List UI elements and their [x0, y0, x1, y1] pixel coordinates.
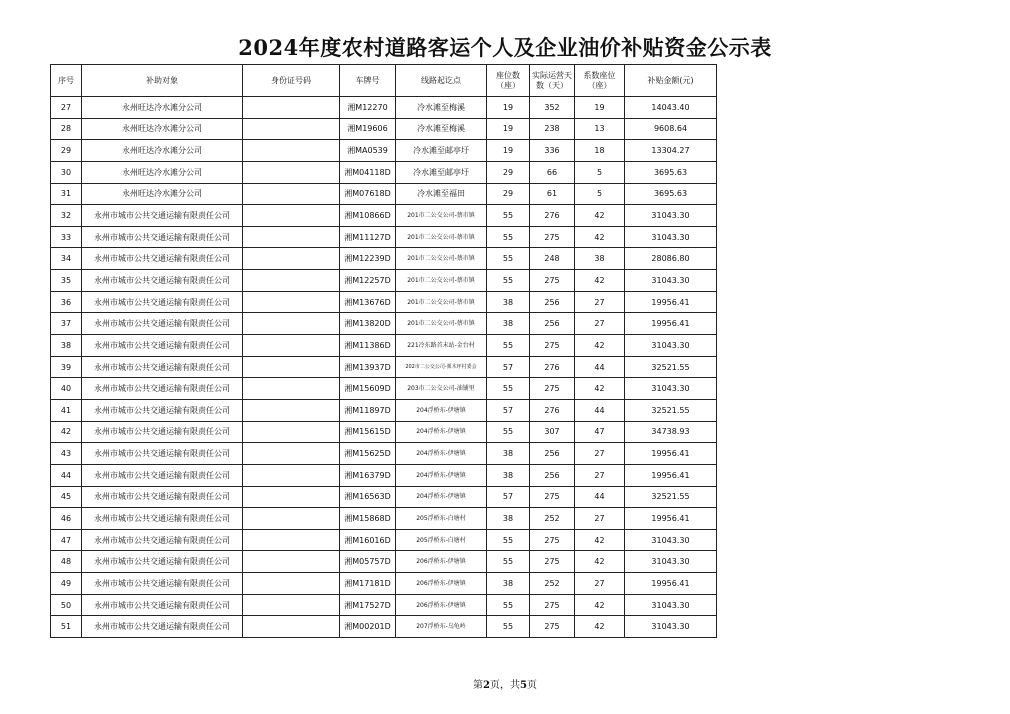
cell-seq: 36: [51, 291, 82, 313]
cell-coef-seats: 19: [575, 97, 625, 119]
cell-days: 238: [530, 118, 575, 140]
cell-id-no: [243, 335, 340, 357]
cell-subject: 永州市城市公共交通运输有限责任公司: [82, 464, 243, 486]
cell-plate: 湘M12257D: [340, 270, 396, 292]
cell-subject: 永州市城市公共交通运输有限责任公司: [82, 421, 243, 443]
cell-amount: 31043.30: [625, 616, 717, 638]
cell-route: 冷水滩至梅溪: [396, 118, 487, 140]
cell-subject: 永州市城市公共交通运输有限责任公司: [82, 378, 243, 400]
table-row: [51, 183, 717, 205]
cell-route: 221冷东路首末站-金台村: [396, 335, 487, 357]
cell-coef-seats: 13: [575, 118, 625, 140]
cell-amount: 13304.27: [625, 140, 717, 162]
cell-subject: 永州市城市公共交通运输有限责任公司: [82, 529, 243, 551]
header-plate: 车牌号: [340, 65, 396, 97]
cell-coef-seats: 27: [575, 313, 625, 335]
table-row: [51, 291, 717, 313]
cell-subject: 永州旺达冷水滩分公司: [82, 97, 243, 119]
cell-amount: 14043.40: [625, 97, 717, 119]
cell-route: 203市二公交公司-油铺里: [396, 378, 487, 400]
cell-amount: 19956.41: [625, 313, 717, 335]
table-header-row: [51, 65, 717, 97]
cell-amount: 31043.30: [625, 594, 717, 616]
table-row: [51, 399, 717, 421]
table-row: [51, 248, 717, 270]
cell-days: 256: [530, 464, 575, 486]
cell-seq: 44: [51, 464, 82, 486]
cell-seats: 55: [487, 616, 530, 638]
cell-seats: 38: [487, 291, 530, 313]
cell-id-no: [243, 443, 340, 465]
cell-seats: 55: [487, 378, 530, 400]
cell-days: 275: [530, 616, 575, 638]
cell-subject: 永州市城市公共交通运输有限责任公司: [82, 399, 243, 421]
cell-days: 252: [530, 573, 575, 595]
cell-amount: 19956.41: [625, 443, 717, 465]
cell-coef-seats: 5: [575, 183, 625, 205]
cell-coef-seats: 42: [575, 226, 625, 248]
cell-seats: 55: [487, 551, 530, 573]
cell-seats: 55: [487, 226, 530, 248]
cell-seq: 38: [51, 335, 82, 357]
header-route: 线路起讫点: [396, 65, 487, 97]
cell-id-no: [243, 118, 340, 140]
cell-route: 冷水滩至邮亭圩: [396, 161, 487, 183]
cell-plate: 湘M15868D: [340, 508, 396, 530]
footer-mid: 页，共: [490, 680, 520, 691]
cell-days: 248: [530, 248, 575, 270]
table-row: [51, 118, 717, 140]
cell-days: 276: [530, 399, 575, 421]
cell-route: 204浮桥东-伊塘镇: [396, 464, 487, 486]
cell-coef-seats: 5: [575, 161, 625, 183]
cell-plate: 湘M11127D: [340, 226, 396, 248]
table-row: [51, 616, 717, 638]
cell-id-no: [243, 464, 340, 486]
cell-amount: 34738.93: [625, 421, 717, 443]
cell-plate: 湘M19606: [340, 118, 396, 140]
cell-days: 275: [530, 226, 575, 248]
cell-plate: 湘M10866D: [340, 205, 396, 227]
cell-plate: 湘M17527D: [340, 594, 396, 616]
cell-plate: 湘M13676D: [340, 291, 396, 313]
cell-seq: 49: [51, 573, 82, 595]
header-seq: 序号: [51, 65, 82, 97]
cell-amount: 19956.41: [625, 464, 717, 486]
footer-total-pages: 5: [520, 680, 527, 691]
cell-plate: 湘M12270: [340, 97, 396, 119]
cell-plate: 湘M16563D: [340, 486, 396, 508]
cell-subject: 永州市城市公共交通运输有限责任公司: [82, 616, 243, 638]
cell-seq: 47: [51, 529, 82, 551]
cell-coef-seats: 42: [575, 378, 625, 400]
cell-days: 256: [530, 291, 575, 313]
cell-seats: 55: [487, 594, 530, 616]
cell-subject: 永州市城市公共交通运输有限责任公司: [82, 226, 243, 248]
cell-subject: 永州市城市公共交通运输有限责任公司: [82, 443, 243, 465]
cell-amount: 19956.41: [625, 508, 717, 530]
cell-id-no: [243, 313, 340, 335]
cell-subject: 永州市城市公共交通运输有限责任公司: [82, 291, 243, 313]
table-row: [51, 486, 717, 508]
cell-route: 冷水滩至福田: [396, 183, 487, 205]
cell-amount: 31043.30: [625, 335, 717, 357]
cell-coef-seats: 44: [575, 356, 625, 378]
cell-plate: 湘MA0539: [340, 140, 396, 162]
cell-route: 201市二公交公司-蔡市镇: [396, 205, 487, 227]
cell-seats: 19: [487, 140, 530, 162]
cell-subject: 永州旺达冷水滩分公司: [82, 183, 243, 205]
cell-amount: 32521.55: [625, 399, 717, 421]
cell-seq: 33: [51, 226, 82, 248]
cell-seq: 42: [51, 421, 82, 443]
cell-subject: 永州市城市公共交通运输有限责任公司: [82, 248, 243, 270]
table-row: [51, 443, 717, 465]
header-subject: 补助对象: [82, 65, 243, 97]
cell-days: 275: [530, 270, 575, 292]
header-seats: 座位数（座）: [487, 65, 530, 97]
cell-plate: 湘M07618D: [340, 183, 396, 205]
cell-id-no: [243, 378, 340, 400]
cell-plate: 湘M15615D: [340, 421, 396, 443]
table-row: [51, 573, 717, 595]
cell-days: 275: [530, 551, 575, 573]
cell-seq: 28: [51, 118, 82, 140]
cell-seq: 46: [51, 508, 82, 530]
cell-seats: 55: [487, 270, 530, 292]
cell-coef-seats: 42: [575, 205, 625, 227]
cell-id-no: [243, 356, 340, 378]
cell-amount: 3695.63: [625, 183, 717, 205]
cell-amount: 19956.41: [625, 291, 717, 313]
table-row: [51, 421, 717, 443]
cell-coef-seats: 42: [575, 616, 625, 638]
cell-days: 275: [530, 378, 575, 400]
table-row: [51, 378, 717, 400]
cell-id-no: [243, 529, 340, 551]
cell-coef-seats: 27: [575, 291, 625, 313]
cell-id-no: [243, 486, 340, 508]
cell-subject: 永州市城市公共交通运输有限责任公司: [82, 486, 243, 508]
table-row: [51, 205, 717, 227]
cell-days: 256: [530, 313, 575, 335]
cell-route: 201市二公交公司-蔡市镇: [396, 248, 487, 270]
cell-days: 275: [530, 486, 575, 508]
cell-plate: 湘M16379D: [340, 464, 396, 486]
cell-seq: 32: [51, 205, 82, 227]
cell-subject: 永州旺达冷水滩分公司: [82, 161, 243, 183]
cell-plate: 湘M04118D: [340, 161, 396, 183]
cell-seq: 34: [51, 248, 82, 270]
cell-days: 276: [530, 356, 575, 378]
cell-coef-seats: 42: [575, 551, 625, 573]
cell-coef-seats: 38: [575, 248, 625, 270]
cell-route: 202市二公交公司-栗木坪村委会: [396, 356, 487, 378]
cell-seq: 40: [51, 378, 82, 400]
cell-seq: 48: [51, 551, 82, 573]
cell-amount: 31043.30: [625, 529, 717, 551]
cell-subject: 永州市城市公共交通运输有限责任公司: [82, 356, 243, 378]
header-id-no: 身份证号码: [243, 65, 340, 97]
cell-seats: 57: [487, 399, 530, 421]
cell-seq: 45: [51, 486, 82, 508]
cell-subject: 永州市城市公共交通运输有限责任公司: [82, 335, 243, 357]
cell-seq: 51: [51, 616, 82, 638]
cell-coef-seats: 44: [575, 399, 625, 421]
table-row: [51, 97, 717, 119]
cell-id-no: [243, 183, 340, 205]
cell-route: 206浮桥东-伊塘镇: [396, 551, 487, 573]
cell-id-no: [243, 508, 340, 530]
cell-seats: 38: [487, 313, 530, 335]
footer-page-number: 2: [483, 680, 490, 691]
cell-subject: 永州市城市公共交通运输有限责任公司: [82, 508, 243, 530]
cell-days: 275: [530, 335, 575, 357]
cell-route: 冷水滩至梅溪: [396, 97, 487, 119]
cell-subject: 永州市城市公共交通运输有限责任公司: [82, 205, 243, 227]
cell-subject: 永州市城市公共交通运输有限责任公司: [82, 313, 243, 335]
cell-id-no: [243, 270, 340, 292]
cell-seats: 38: [487, 464, 530, 486]
cell-days: 252: [530, 508, 575, 530]
cell-seats: 57: [487, 486, 530, 508]
cell-route: 204浮桥东-伊塘镇: [396, 399, 487, 421]
cell-subject: 永州市城市公共交通运输有限责任公司: [82, 573, 243, 595]
cell-seats: 38: [487, 443, 530, 465]
cell-id-no: [243, 594, 340, 616]
cell-seats: 55: [487, 529, 530, 551]
cell-id-no: [243, 161, 340, 183]
cell-route: 204浮桥东-伊塘镇: [396, 421, 487, 443]
cell-amount: 28086.80: [625, 248, 717, 270]
cell-id-no: [243, 573, 340, 595]
footer-suffix: 页: [526, 680, 537, 691]
cell-coef-seats: 42: [575, 529, 625, 551]
cell-plate: 湘M13820D: [340, 313, 396, 335]
cell-seats: 57: [487, 356, 530, 378]
cell-id-no: [243, 248, 340, 270]
cell-route: 201市二公交公司-蔡市镇: [396, 270, 487, 292]
cell-route: 207浮桥东-乌龟岭: [396, 616, 487, 638]
cell-coef-seats: 27: [575, 573, 625, 595]
cell-plate: 湘M17181D: [340, 573, 396, 595]
cell-seats: 29: [487, 183, 530, 205]
cell-route: 205浮桥东-白塘村: [396, 508, 487, 530]
header-amount: 补贴金额(元): [625, 65, 717, 97]
cell-subject: 永州旺达冷水滩分公司: [82, 118, 243, 140]
table-row: [51, 508, 717, 530]
cell-amount: 31043.30: [625, 551, 717, 573]
table-row: [51, 313, 717, 335]
cell-amount: 31043.30: [625, 226, 717, 248]
cell-route: 冷水滩至邮亭圩: [396, 140, 487, 162]
cell-route: 204浮桥东-伊塘镇: [396, 486, 487, 508]
cell-coef-seats: 44: [575, 486, 625, 508]
table-row: [51, 356, 717, 378]
cell-days: 61: [530, 183, 575, 205]
cell-id-no: [243, 97, 340, 119]
cell-plate: 湘M11897D: [340, 399, 396, 421]
cell-days: 66: [530, 161, 575, 183]
cell-coef-seats: 18: [575, 140, 625, 162]
cell-days: 275: [530, 594, 575, 616]
cell-subject: 永州市城市公共交通运输有限责任公司: [82, 551, 243, 573]
cell-plate: 湘M05757D: [340, 551, 396, 573]
cell-coef-seats: 27: [575, 464, 625, 486]
cell-coef-seats: 42: [575, 270, 625, 292]
cell-subject: 永州旺达冷水滩分公司: [82, 140, 243, 162]
cell-amount: 19956.41: [625, 573, 717, 595]
cell-subject: 永州市城市公共交通运输有限责任公司: [82, 594, 243, 616]
cell-amount: 31043.30: [625, 270, 717, 292]
cell-seats: 55: [487, 248, 530, 270]
cell-days: 275: [530, 529, 575, 551]
cell-amount: 9608.64: [625, 118, 717, 140]
cell-days: 352: [530, 97, 575, 119]
subsidy-table: [50, 64, 717, 638]
cell-id-no: [243, 421, 340, 443]
cell-coef-seats: 42: [575, 335, 625, 357]
cell-days: 307: [530, 421, 575, 443]
cell-id-no: [243, 291, 340, 313]
cell-amount: 31043.30: [625, 378, 717, 400]
page-title: 2024年度农村道路客运个人及企业油价补贴资金公示表: [238, 35, 772, 60]
cell-plate: 湘M13937D: [340, 356, 396, 378]
cell-amount: 32521.55: [625, 356, 717, 378]
cell-subject: 永州市城市公共交通运输有限责任公司: [82, 270, 243, 292]
cell-id-no: [243, 226, 340, 248]
cell-days: 256: [530, 443, 575, 465]
cell-seats: 19: [487, 118, 530, 140]
cell-days: 336: [530, 140, 575, 162]
cell-plate: 湘M15625D: [340, 443, 396, 465]
cell-seq: 41: [51, 399, 82, 421]
cell-coef-seats: 47: [575, 421, 625, 443]
cell-id-no: [243, 399, 340, 421]
table-row: [51, 551, 717, 573]
footer-prefix: 第: [473, 680, 484, 691]
table-row: [51, 464, 717, 486]
cell-plate: 湘M16016D: [340, 529, 396, 551]
header-coef-seats: 系数座位（座）: [575, 65, 625, 97]
cell-seats: 38: [487, 573, 530, 595]
cell-id-no: [243, 616, 340, 638]
cell-plate: 湘M11386D: [340, 335, 396, 357]
cell-seq: 43: [51, 443, 82, 465]
cell-route: 201市二公交公司-蔡市镇: [396, 291, 487, 313]
cell-seq: 27: [51, 97, 82, 119]
cell-amount: 3695.63: [625, 161, 717, 183]
table-row: [51, 529, 717, 551]
cell-id-no: [243, 140, 340, 162]
cell-seats: 19: [487, 97, 530, 119]
cell-route: 205浮桥东-白塘村: [396, 529, 487, 551]
cell-seats: 38: [487, 508, 530, 530]
cell-coef-seats: 27: [575, 443, 625, 465]
cell-seats: 55: [487, 335, 530, 357]
cell-plate: 湘M15609D: [340, 378, 396, 400]
cell-plate: 湘M12239D: [340, 248, 396, 270]
cell-seq: 29: [51, 140, 82, 162]
cell-seq: 31: [51, 183, 82, 205]
page-footer: [0, 676, 1010, 691]
cell-route: 201市二公交公司-蔡市镇: [396, 226, 487, 248]
cell-seats: 55: [487, 421, 530, 443]
cell-amount: 32521.55: [625, 486, 717, 508]
cell-route: 206浮桥东-伊塘镇: [396, 573, 487, 595]
table-row: [51, 226, 717, 248]
cell-id-no: [243, 551, 340, 573]
cell-seats: 29: [487, 161, 530, 183]
cell-seq: 39: [51, 356, 82, 378]
table-row: [51, 140, 717, 162]
cell-seq: 35: [51, 270, 82, 292]
cell-coef-seats: 42: [575, 594, 625, 616]
cell-amount: 31043.30: [625, 205, 717, 227]
cell-seq: 30: [51, 161, 82, 183]
cell-coef-seats: 27: [575, 508, 625, 530]
table-row: [51, 594, 717, 616]
cell-route: 206浮桥东-伊塘镇: [396, 594, 487, 616]
cell-seq: 50: [51, 594, 82, 616]
cell-seats: 55: [487, 205, 530, 227]
cell-seq: 37: [51, 313, 82, 335]
table-row: [51, 161, 717, 183]
table-row: [51, 335, 717, 357]
cell-id-no: [243, 205, 340, 227]
cell-days: 276: [530, 205, 575, 227]
cell-plate: 湘M00201D: [340, 616, 396, 638]
table-row: [51, 270, 717, 292]
cell-route: 201市二公交公司-蔡市镇: [396, 313, 487, 335]
cell-route: 204浮桥东-伊塘镇: [396, 443, 487, 465]
header-days: 实际运营天数（天）: [530, 65, 575, 97]
